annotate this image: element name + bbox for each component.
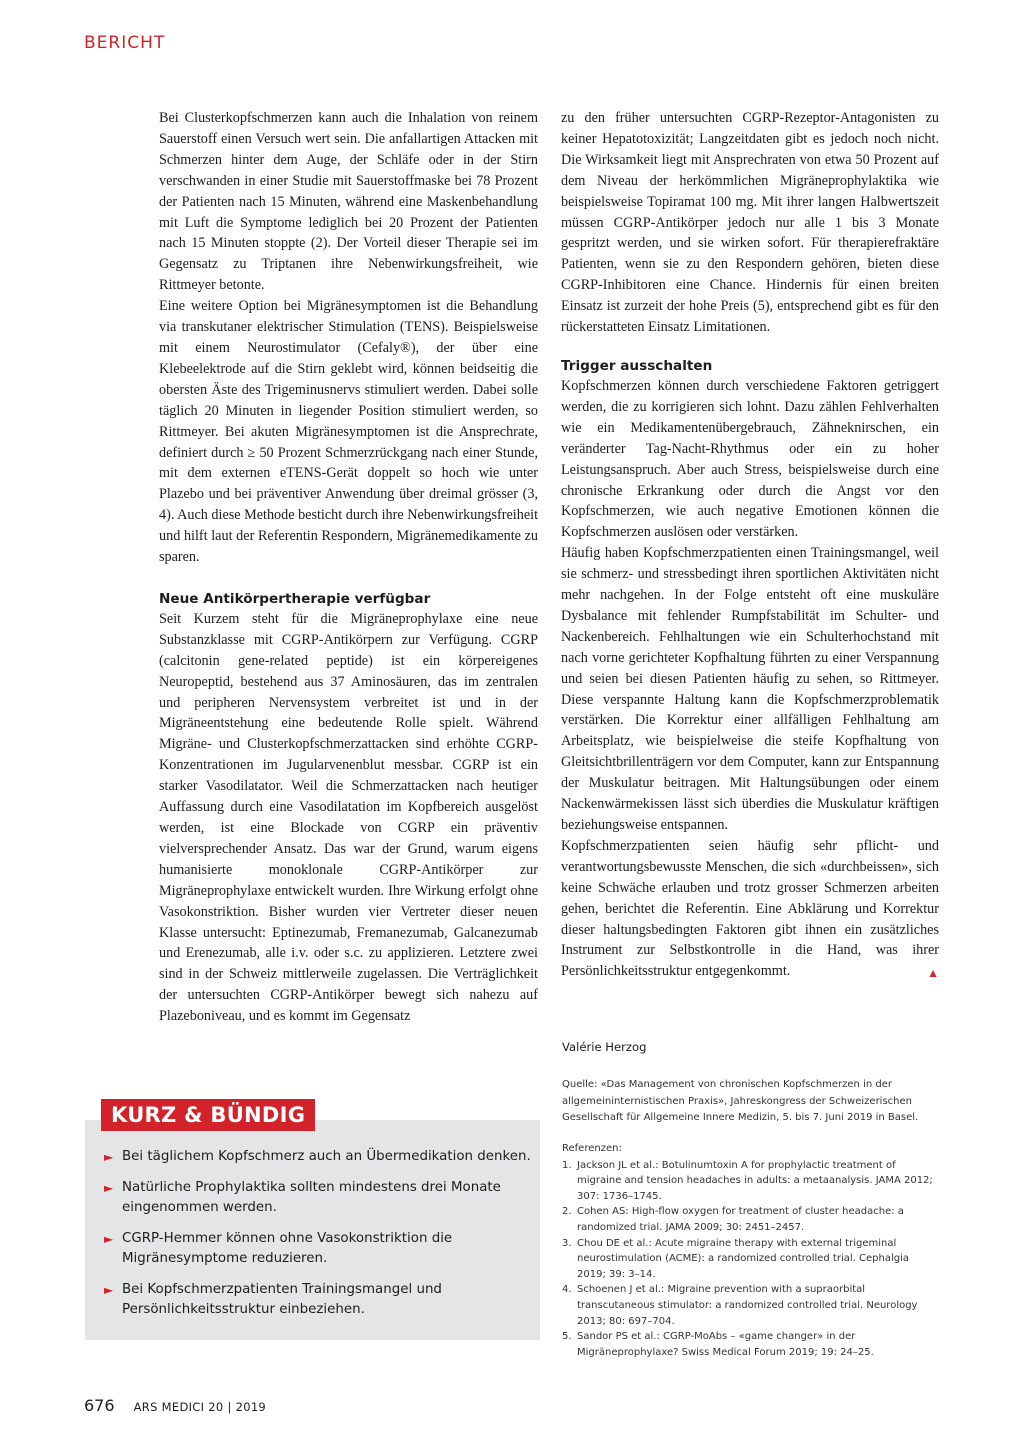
reference-number: 5. — [562, 1331, 572, 1343]
reference-number: 1. — [562, 1159, 572, 1171]
source-note: Quelle: «Das Management von chronischen Kopfschmerzen in der allgemeininternistischen Praxis», Jahreskongress der Schweizerischen Gesellschaft für Allgemeine Innere Medizin, 5. bis 7. Juni 2019 in Basel. — [562, 1079, 919, 1123]
references-title: Referenzen: — [562, 1143, 622, 1154]
paragraph: Seit Kurzem steht für die Migräneprophylaxe eine neue Substanzklasse mit CGRP-Antikörpern zur Verfügung. CGRP (calcitonin gene-related peptide) ist ein körpereigenes Neuropeptid, bestehend aus 37 Aminosäuren, das im zentralen und peripheren Nervensystem verbreitet ist und in der Migräneentstehung eine bedeutende Rolle spielt. Während Migräne- und Clusterkopfschmerzattacken sind erhöhte CGRP-Konzentrationen im Jugularvenenblut messbar. CGRP ist ein starker Vasodilatator. Weil die Schmerzattacken nach heutiger Auffassung durch eine Vasodilatation im Kopfbereich ausgelöst werden, ist eine Blockade von CGRP ein präventiv vielversprechender Ansatz. Das war der Grund, warum eigens humanisierte monoklonale CGRP-Antikörper zur Migräneprophylaxe entwickelt wurden. Ihre Wirkung erfolgt ohne Vasokonstriktion. Bisher wurden vier Vertreter dieser neuen Klasse untersucht: Eptinezumab, Fremanezumab, Galcanezumab und Erenezumab, alle i.v. oder s.c. zu applizieren. Letztere zwei sind in der Schweiz mittlerweile zugelassen. Die Verträglichkeit der untersuchten CGRP-Antikörper bewegt sich nahezu auf Plazeboniveau, und es kommt im Gegensatz — [159, 610, 538, 1025]
paragraph: Eine weitere Option bei Migränesymptomen ist die Behandlung via transkutaner elektrischer Stimulation (TENS). Beispielsweise mit einem Neurostimulator (Cefaly®), der über eine Klebeelektrode auf die Stirn geklebt wird, können beidseitig die obersten Äste des Trigeminusnervs stimuliert werden. Dabei solle täglich 20 Minuten in liegender Position stimuliert werden, so Rittmeyer. Bei akuten Migränesymptomen ist die Ansprechrate, definiert durch ≥ 50 Prozent Schmerzrückgang nach einer Stunde, mit dem externen eTENS-Gerät doppelt so hoch wie unter Plazebo und bei präventiver Anwendung über dreimal grösser (3, 4). Auch diese Methode besticht durch ihre Nebenwirkungsfreiheit und hilft laut der Referentin Respondern, Migränemedikamente zu sparen. — [159, 298, 539, 566]
summary-item-text: Bei täglichem Kopfschmerz auch an Übermedikation denken. — [122, 1149, 531, 1164]
triangle-right-icon: ► — [104, 1282, 114, 1297]
summary-item — [104, 1147, 536, 1168]
summary-item-text: Natürliche Prophylaktika sollten mindestens drei Monate eingenommen werden. — [122, 1179, 501, 1215]
references-list — [562, 1158, 939, 1361]
paragraph: Kopfschmerzen können durch verschiedene Faktoren getriggert werden, die zu korrigieren sich lohnt. Dazu zählen Fehlverhalten wie ein Medikamentenübergebrauch, Zähneknirschen, ein veränderter Tag-Nacht-Rhythmus oder ein zu hoher Leistungsanspruch. Aber auch Stress, beispielsweise durch eine chronische Erkrankung oder durch die Angst vor den Kopfschmerzen, wie auch negative Emotionen können die Kopfschmerzen auslösen oder verstärken. — [561, 377, 939, 541]
page-number: 676 — [84, 1396, 115, 1415]
left-column — [159, 108, 538, 1027]
section-label: BERICHT — [84, 33, 166, 53]
summary-item-text: Bei Kopfschmerzpatienten Trainingsmangel und Persönlichkeitsstruktur einbeziehen. — [122, 1281, 442, 1317]
page-footer — [84, 1396, 266, 1415]
triangle-right-icon: ► — [104, 1180, 114, 1195]
reference-item — [562, 1282, 939, 1329]
reference-item — [562, 1158, 939, 1205]
paragraph-text: Kopfschmerzpatienten seien häufig sehr pflicht- und verantwortungsbewusste Menschen, die sich «durchbeissen», sich keine Schwäche erlauben und trotz grosser Schmerzen arbeiten gehen, berichtet die Referentin. Eine Abklärung und Korrektur dieser haltungsbedingten Faktoren gibt ihnen ein zusätzliches Instrument zur Selbstkontrolle in die Hand, was ihrer Persönlichkeitsstruktur entgegenkommt. — [561, 837, 939, 980]
reference-number: 3. — [562, 1237, 572, 1249]
reference-number: 2. — [562, 1206, 572, 1218]
reference-text: Jackson JL et al.: Botulinumtoxin A for prophylactic treatment of migraine and tension headaches in adults: a metaanalysis. JAMA 2012; 307: 1736–1745. — [577, 1159, 933, 1202]
reference-text: Sandor PS et al.: CGRP-MoAbs – «game changer» in der Migräneprophylaxe? Swiss Medical Forum 2019; 19: 24–25. — [577, 1331, 874, 1358]
journal-name: ARS MEDICI 20 | 2019 — [133, 1400, 267, 1414]
triangle-right-icon: ► — [104, 1231, 114, 1246]
paragraph — [561, 836, 939, 982]
paragraph: Häufig haben Kopfschmerzpatienten einen Trainingsmangel, weil sie schmerz- und stressbedingt ihren sportlichen Aktivitäten nicht mehr nachgehen. In der Folge entsteht oft eine muskuläre Dysbalance mit fehlender Rumpfstabilität im Schulter- und Nackenbereich. Fehlhaltungen wie ein Schulterhochstand mit nach vorne gerichteter Kopfhaltung führten zu einer Verspannung und seien bei diesen Patienten häufig zu sehen, so Rittmeyer. Diese verspannte Haltung kann die Kopfschmerzproblematik verstärken. Die Korrektur einer allfälligen Fehlhaltung am Arbeitsplatz, wie beispielweise die steife Kopfhaltung von Gleitsichtbrillenträgern vor dem Computer, kann zur Entspannung der Muskulatur beitragen. Mit Haltungsübungen oder einem Nackenwärmekissen lässt sich überdies die Muskulatur kräftigen beziehungsweise entspannen. — [561, 545, 939, 833]
right-column — [561, 108, 939, 984]
triangle-right-icon: ► — [104, 1150, 114, 1164]
summary-title: KURZ & BÜNDIG — [101, 1099, 315, 1131]
summary-item — [104, 1178, 536, 1219]
reference-text: Cohen AS: High-flow oxygen for treatment of cluster headache: a randomized trial. JAMA 2009; 30: 2451–2457. — [577, 1206, 904, 1233]
reference-number: 4. — [562, 1284, 572, 1296]
subheading-trigger: Trigger ausschalten — [561, 357, 713, 374]
reference-item — [562, 1236, 939, 1283]
author: Valérie Herzog — [562, 1040, 647, 1054]
references — [562, 1141, 939, 1360]
reference-text: Schoenen J et al.: Migraine prevention with a supraorbital transcutaneous stimulator: a randomized controlled trial. Neurology 2013; 80: 697–704. — [577, 1284, 918, 1327]
summary-item-text: CGRP-Hemmer können ohne Vasokonstriktion die Migränesymptome reduzieren. — [122, 1230, 453, 1266]
summary-item — [104, 1280, 536, 1321]
reference-item — [562, 1204, 939, 1235]
end-of-article-icon: ▲ — [927, 966, 939, 981]
paragraph: Bei Clusterkopfschmerzen kann auch die Inhalation von reinem Sauerstoff einen Versuch wert sein. Die anfallartigen Attacken mit Schmerzen hinter dem Auge, der Schläfe oder in der Stirn verschwanden in einer Studie mit Sauerstoffmaske bei 78 Prozent der Patienten nach 15 Minuten, während eine Maskenbehandlung mit Luft die Symptome lediglich bei 20 Prozent der Patienten nach 15 Minuten stoppte (2). Der Vorteil dieser Therapie sei im Gegensatz zu Triptanen ihre Nebenwirkungsfreiheit, wie Rittmeyer betonte. — [159, 110, 538, 294]
paragraph: zu den früher untersuchten CGRP-Rezeptor-Antagonisten zu keiner Hepatotoxizität; Langzeitdaten gibt es jedoch noch nicht. Die Wirksamkeit liegt mit Ansprechraten von etwa 50 Prozent auf dem Niveau der herkömmlichen Migräneprophylaktika wie beispielsweise Topiramat 100 mg. Mit ihrer langen Halbwertszeit müssen CGRP-Antikörper jedoch nur alle 1 bis 3 Monate gespritzt werden, und sie wirken sofort. Für therapierefraktäre Patienten, wenn sie zu den Respondern gehören, bieten diese CGRP-Inhibitoren eine Chance. Hindernis für einen breiten Einsatz ist zurzeit der hohe Preis (5), entsprechend gibt es für den rückerstatteten Einsatz Limitationen. — [561, 110, 939, 336]
subheading-antibody-therapy: Neue Antikörpertherapie verfügbar — [159, 590, 431, 607]
reference-text: Chou DE et al.: Acute migraine therapy with external trigeminal neurostimulation (ACME): a randomized controlled trial. Cephalgia 2019; 39: 3–14. — [577, 1237, 909, 1280]
summary-list — [104, 1147, 536, 1331]
reference-item — [562, 1329, 939, 1360]
summary-item — [104, 1229, 536, 1270]
